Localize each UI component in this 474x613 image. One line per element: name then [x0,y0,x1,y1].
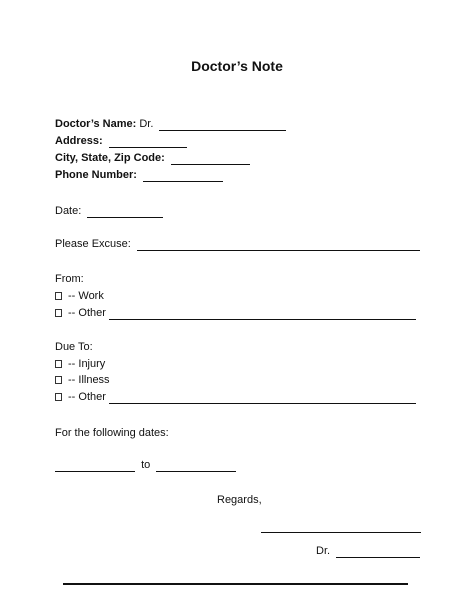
end-date-field[interactable] [156,460,236,472]
doctor-name-row [55,118,286,131]
doctor-name-field[interactable] [159,119,286,131]
signature-name-row [316,545,420,558]
phone-row [55,169,223,182]
date-label: Date: [55,205,82,217]
city-state-zip-label: City, State, Zip Code: [55,152,165,164]
due-label: Due To: [55,341,93,353]
due-other-field[interactable] [109,392,416,404]
excuse-field[interactable] [137,239,420,251]
from-option-work [55,290,104,303]
start-date-field[interactable] [55,460,135,472]
checkbox[interactable] [55,309,62,317]
signature-name-field[interactable] [336,546,420,558]
dates-label: For the following dates: [55,427,169,439]
phone-label: Phone Number: [55,169,137,181]
excuse-row [55,238,420,251]
checkbox[interactable] [55,360,62,368]
due-option-label: -- Illness [68,374,110,386]
from-other-field[interactable] [109,308,416,320]
from-option-other [55,307,416,320]
from-option-label: -- Other [68,307,106,319]
due-option-illness [55,374,110,387]
checkbox[interactable] [55,393,62,401]
checkbox[interactable] [55,292,62,300]
doctor-prefix: Dr. [139,118,154,130]
date-row [55,205,163,218]
address-field[interactable] [109,136,187,148]
footer-divider [63,583,408,585]
city-row [55,152,250,165]
signature-line[interactable] [261,532,421,533]
page-title: Doctor’s Note [191,58,283,74]
due-option-other [55,391,416,404]
dates-row [55,459,236,472]
regards-label: Regards, [217,494,262,506]
due-option-label: -- Injury [68,358,106,370]
city-state-zip-field[interactable] [171,153,250,165]
checkbox[interactable] [55,376,62,384]
from-option-label: -- Work [68,290,104,302]
phone-field[interactable] [143,170,223,182]
to-label: to [141,459,151,471]
due-option-injury [55,358,105,371]
address-label: Address: [55,135,103,147]
from-label: From: [55,273,84,285]
date-field[interactable] [87,206,163,218]
doctor-name-label: Doctor’s Name: [55,118,137,130]
due-option-label: -- Other [68,391,106,403]
address-row [55,135,187,148]
signature-prefix: Dr. [316,545,331,557]
excuse-label: Please Excuse: [55,238,131,250]
